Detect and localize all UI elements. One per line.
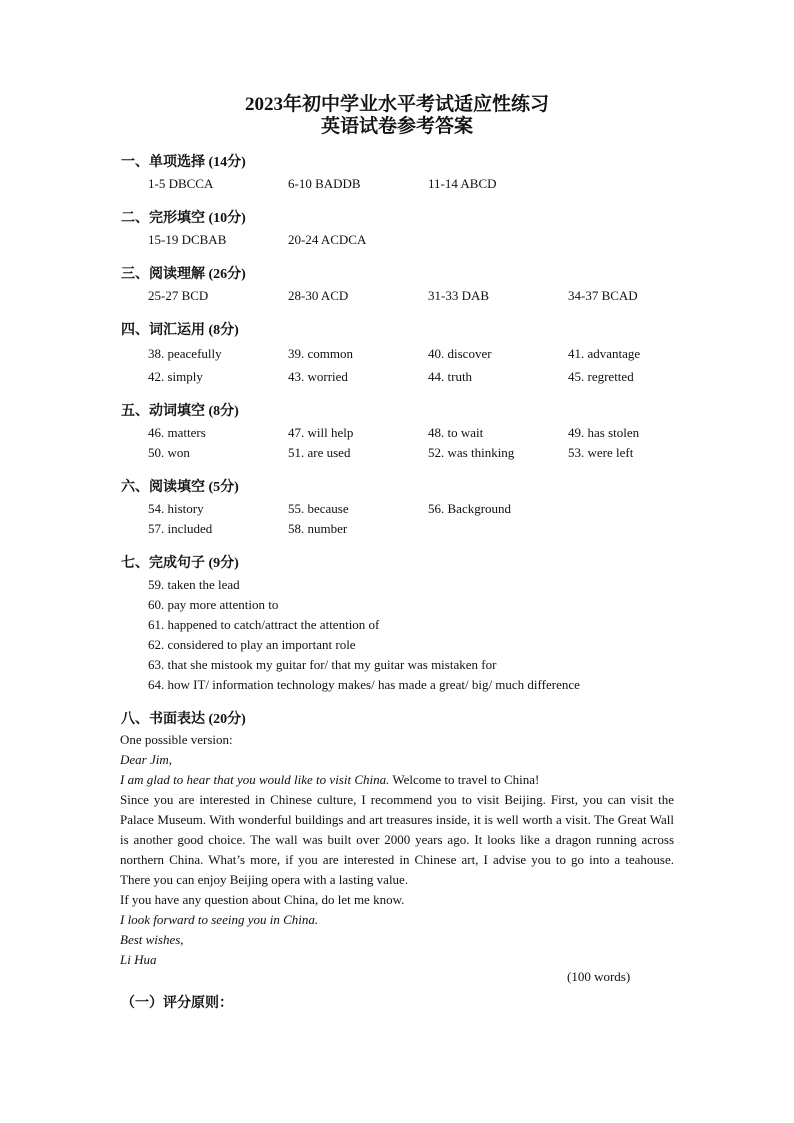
answer-row bbox=[0, 369, 794, 385]
answer-cell: 6-10 BADDB bbox=[288, 176, 361, 191]
answer-cell: 51. are used bbox=[288, 445, 351, 460]
answer-cell: 56. Background bbox=[428, 501, 512, 516]
essay-closing: I look forward to seeing you in China. bbox=[120, 912, 319, 927]
answer-row bbox=[0, 521, 794, 537]
answer-cell: 42. simply bbox=[148, 369, 203, 384]
section-heading-3: 三、阅读理解 (26分) bbox=[121, 267, 246, 282]
section-heading-1: 一、单项选择 (14分) bbox=[121, 155, 246, 170]
answer-cell: 44. truth bbox=[428, 369, 473, 384]
answer-line: 63. that she mistook my guitar for/ that my guitar was mistaken for bbox=[148, 657, 497, 672]
model-essay bbox=[120, 730, 674, 970]
answer-cell: 11-14 ABCD bbox=[428, 176, 497, 191]
essay-opening-rest: Welcome to travel to China! bbox=[389, 772, 540, 787]
answer-cell: 52. was thinking bbox=[428, 445, 515, 460]
essay-opening bbox=[120, 770, 674, 790]
answer-cell: 49. has stolen bbox=[568, 425, 640, 440]
answer-cell: 50. won bbox=[148, 445, 190, 460]
section-heading-2: 二、完形填空 (10分) bbox=[121, 211, 246, 226]
essay-signature: Li Hua bbox=[120, 952, 157, 967]
answer-line: 61. happened to catch/attract the attention of bbox=[148, 617, 380, 632]
answer-cell: 41. advantage bbox=[568, 346, 641, 361]
answer-cell: 15-19 DCBAB bbox=[148, 232, 227, 247]
word-count: (100 words) bbox=[567, 969, 631, 984]
answer-row bbox=[0, 425, 794, 441]
answer-cell: 58. number bbox=[288, 521, 348, 536]
answer-cell: 38. peacefully bbox=[148, 346, 222, 361]
essay-intro: One possible version: bbox=[120, 732, 233, 747]
answer-cell: 20-24 ACDCA bbox=[288, 232, 367, 247]
section-heading-7: 七、完成句子 (9分) bbox=[121, 556, 239, 571]
answer-cell: 55. because bbox=[288, 501, 349, 516]
answer-row bbox=[0, 232, 794, 248]
answer-cell: 45. regretted bbox=[568, 369, 634, 384]
essay-body: Since you are interested in Chinese culture, I recommend you to visit Beijing. First, you can visit the Palace Museum. With wonderful buildings and art treasures inside, it is well worth a visit. The Great Wall is another good choice. The wall was built over 2000 years ago. It looks like a dragon running across northern China. What’s more, if you are interested in Chinese art, I advise you to go into a teahouse. There you can enjoy Beijing opera with a lasting value. bbox=[120, 792, 674, 887]
answer-row bbox=[0, 176, 794, 192]
page-title: 2023年初中学业水平考试适应性练习 bbox=[244, 94, 549, 115]
answer-cell: 39. common bbox=[288, 346, 353, 361]
section-heading-4: 四、词汇运用 (8分) bbox=[121, 323, 239, 338]
answer-row bbox=[0, 288, 794, 304]
essay-opening-italic: I am glad to hear that you would like to visit China. bbox=[120, 772, 390, 787]
essay-question: If you have any question about China, do let me know. bbox=[120, 892, 405, 907]
answer-line: 59. taken the lead bbox=[148, 577, 240, 592]
answer-cell: 40. discover bbox=[428, 346, 492, 361]
essay-greeting: Dear Jim, bbox=[120, 752, 172, 767]
answer-row bbox=[0, 346, 794, 362]
page-subtitle: 英语试卷参考答案 bbox=[320, 116, 473, 137]
answer-cell: 31-33 DAB bbox=[428, 288, 490, 303]
rubric-heading: （一）评分原则： bbox=[121, 996, 233, 1011]
answer-line: 64. how IT/ information technology makes/ has made a great/ big/ much difference bbox=[148, 677, 580, 692]
answer-row bbox=[0, 445, 794, 461]
answer-cell: 53. were left bbox=[568, 445, 634, 460]
answer-row bbox=[0, 501, 794, 517]
answer-cell: 57. included bbox=[148, 521, 213, 536]
answer-cell: 54. history bbox=[148, 501, 204, 516]
answer-line: 60. pay more attention to bbox=[148, 597, 279, 612]
answer-cell: 47. will help bbox=[288, 425, 354, 440]
answer-cell: 28-30 ACD bbox=[288, 288, 349, 303]
answer-line: 62. considered to play an important role bbox=[148, 637, 356, 652]
answer-cell: 34-37 BCAD bbox=[568, 288, 638, 303]
section-heading-6: 六、阅读填空 (5分) bbox=[121, 480, 239, 495]
answer-cell: 1-5 DBCCA bbox=[148, 176, 214, 191]
section-heading-5: 五、动词填空 (8分) bbox=[121, 404, 239, 419]
answer-cell: 43. worried bbox=[288, 369, 348, 384]
answer-cell: 46. matters bbox=[148, 425, 206, 440]
section-heading-8: 八、书面表达 (20分) bbox=[121, 712, 246, 727]
answer-cell: 48. to wait bbox=[428, 425, 484, 440]
answer-cell: 25-27 BCD bbox=[148, 288, 209, 303]
essay-sign-off: Best wishes, bbox=[120, 932, 184, 947]
